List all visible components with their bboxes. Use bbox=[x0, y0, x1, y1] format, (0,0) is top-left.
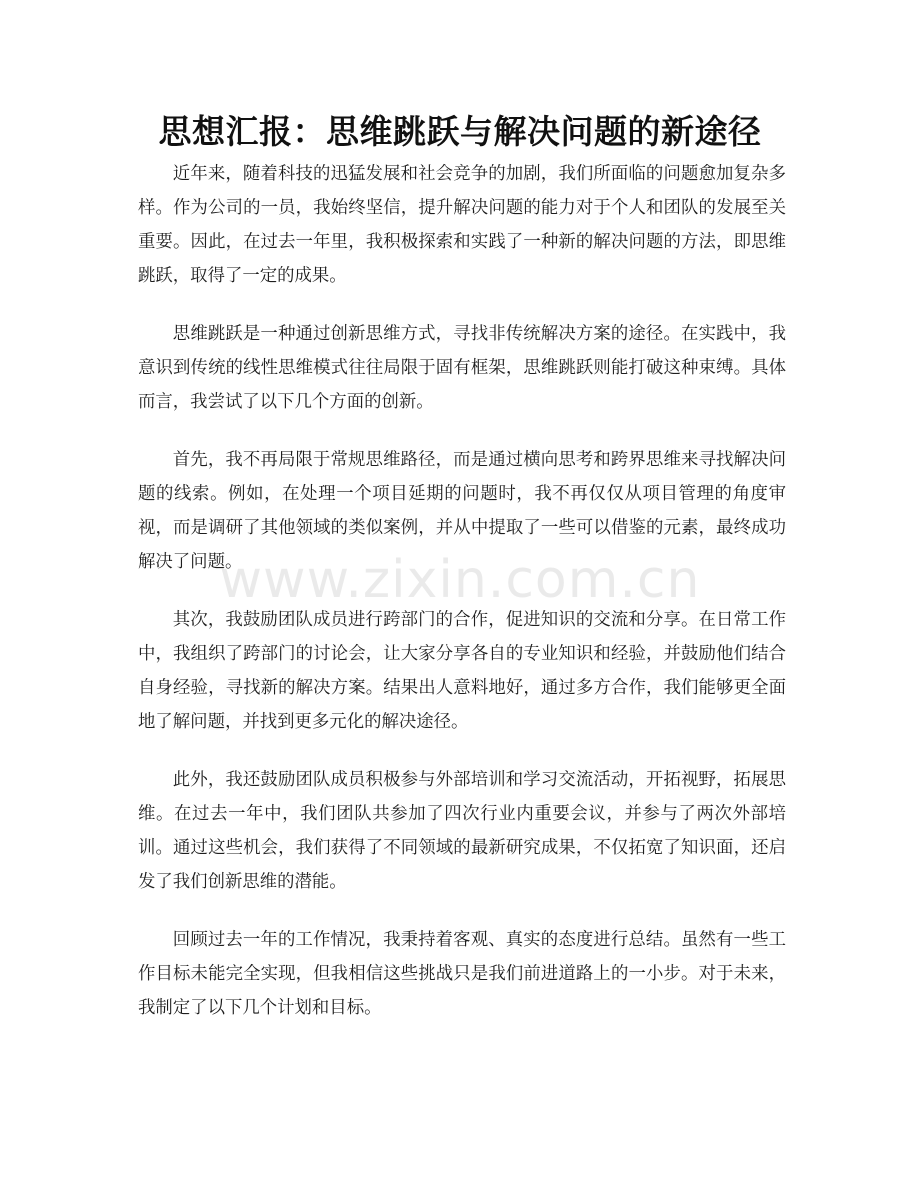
paragraph-5: 此外，我还鼓励团队成员积极参与外部培训和学习交流活动，开拓视野，拓展思维。在过去一年中，我们团队共参加了四次行业内重要会议，并参与了两次外部培训。通过这些机会，我们获得了不同领域的最新研究成果，不仅拓宽了知识面，还启发了我们创新思维的潜能。 bbox=[138, 770, 786, 892]
paragraph-1: 近年来，随着科技的迅猛发展和社会竞争的加剧，我们所面临的问题愈加复杂多样。作为公司的一员，我始终坚信，提升解决问题的能力对于个人和团队的发展至关重要。因此，在过去一年里，我积极探索和实践了一种新的解决问题的方法，即思维跳跃，取得了一定的成果。 bbox=[138, 164, 786, 286]
paragraph-3: 首先，我不再局限于常规思维路径，而是通过横向思考和跨界思维来寻找解决问题的线索。例如，在处理一个项目延期的问题时，我不再仅仅从项目管理的角度审视，而是调研了其他领域的类似案例，并从中提取了一些可以借鉴的元素，最终成功解决了问题。 bbox=[138, 450, 786, 572]
document-body bbox=[138, 157, 786, 1049]
watermark: www.zixin.com.cn bbox=[219, 550, 701, 610]
paragraph-2: 思维跳跃是一种通过创新思维方式，寻找非传统解决方案的途径。在实践中，我意识到传统的线性思维模式往往局限于固有框架，思维跳跃则能打破这种束缚。具体而言，我尝试了以下几个方面的创新。 bbox=[138, 324, 786, 412]
page-title: 思想汇报：思维跳跃与解决问题的新途径 bbox=[158, 112, 762, 151]
paragraph-6: 回顾过去一年的工作情况，我秉持着客观、真实的态度进行总结。虽然有一些工作目标未能完全实现，但我相信这些挑战只是我们前进道路上的一小步。对于未来，我制定了以下几个计划和目标。 bbox=[138, 930, 786, 1018]
paragraph-4: 其次，我鼓励团队成员进行跨部门的合作，促进知识的交流和分享。在日常工作中，我组织了跨部门的讨论会，让大家分享各自的专业知识和经验，并鼓励他们结合自身经验，寻找新的解决方案。结果出人意料地好，通过多方合作，我们能够更全面地了解问题，并找到更多元化的解决途径。 bbox=[138, 610, 786, 732]
